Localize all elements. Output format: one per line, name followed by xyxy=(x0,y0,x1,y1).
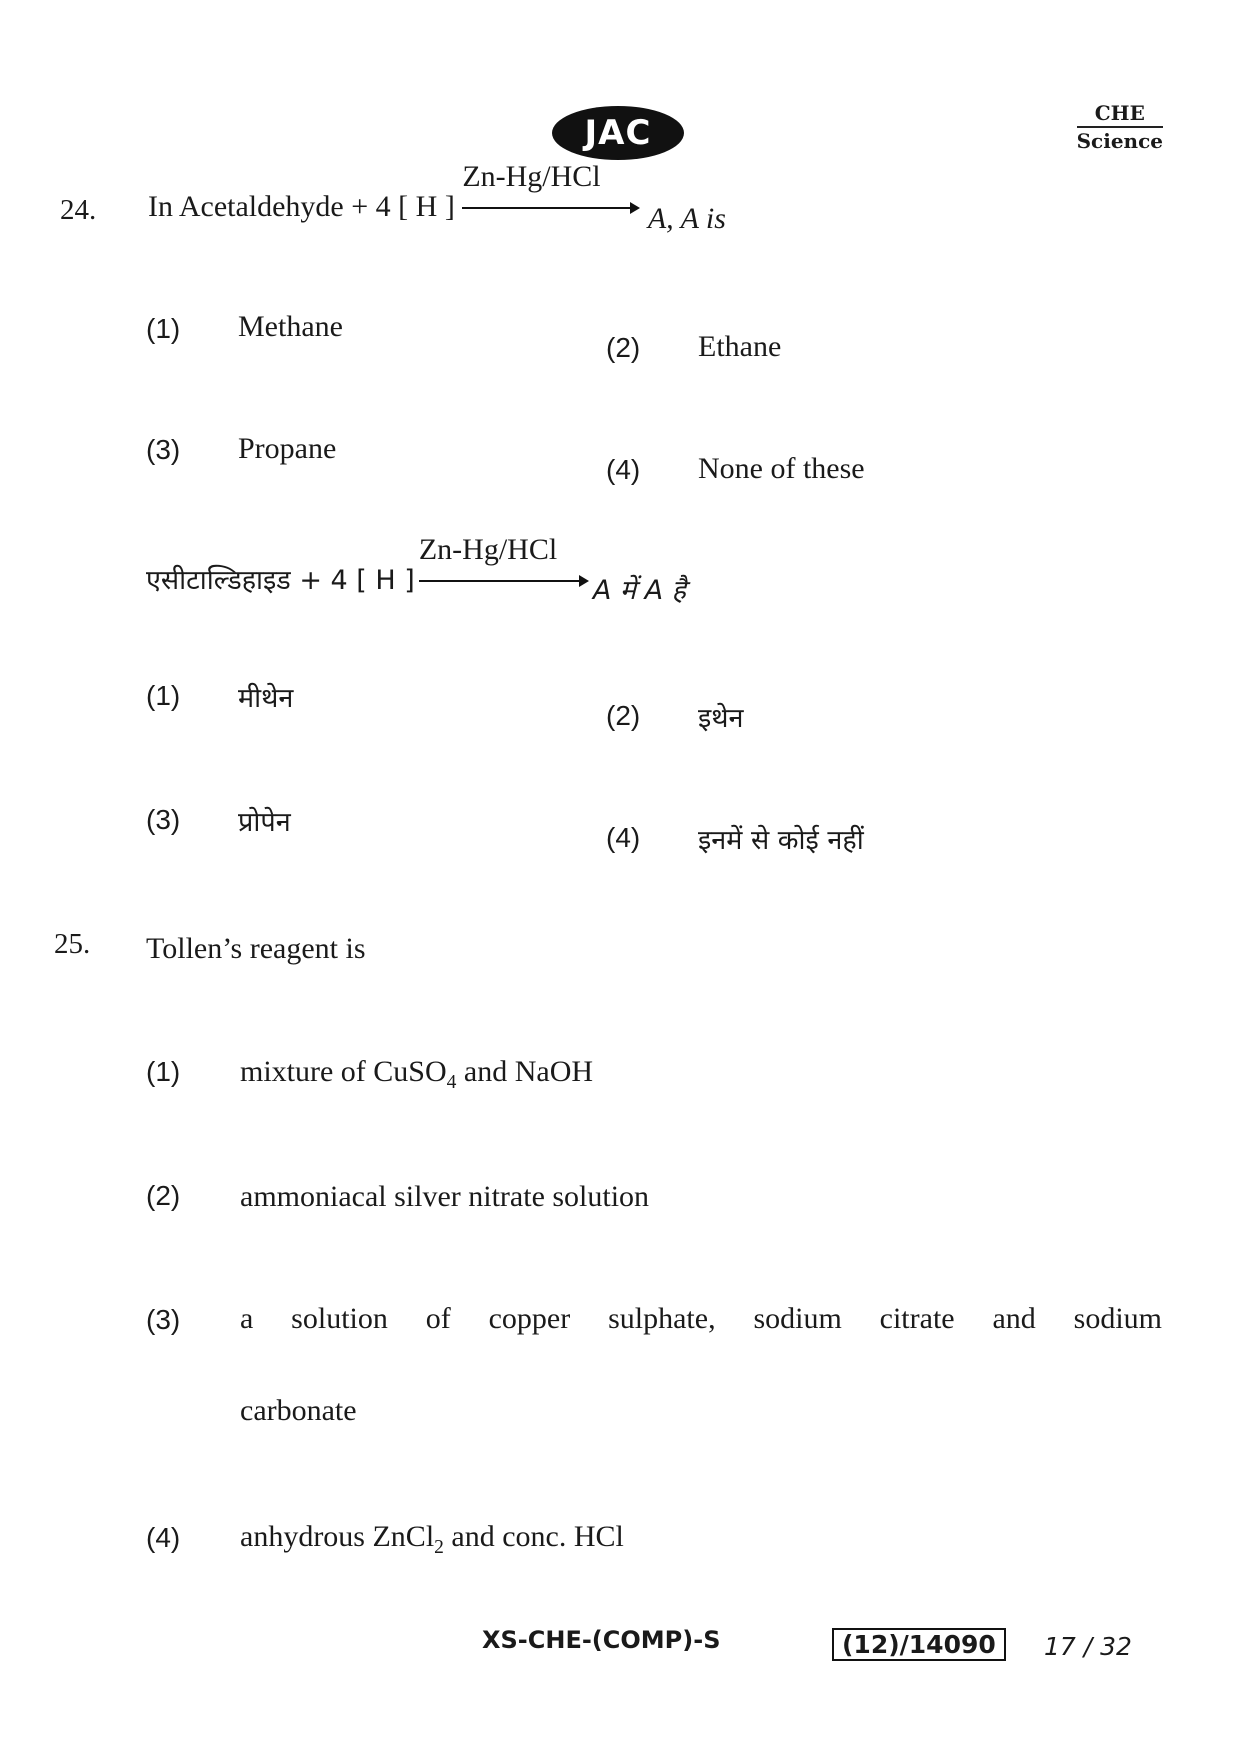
option-24-hi-3-number: (3) xyxy=(146,804,181,835)
option-25-4-post: and conc. HCl xyxy=(443,1520,624,1553)
reaction-arrow-hindi xyxy=(418,533,589,597)
option-24-hi-4-number: (4) xyxy=(606,822,641,853)
option-24-1-text[interactable]: Methane xyxy=(238,310,343,343)
reaction-arrow xyxy=(462,160,640,224)
question-number-24: 24. xyxy=(60,194,97,226)
question-24-hindi-suffix: A में A है xyxy=(592,575,687,606)
question-24-prefix: In Acetaldehyde + 4 [ H ] xyxy=(148,190,455,223)
option-24-2-number: (2) xyxy=(606,332,641,363)
option-25-4-sub: 2 xyxy=(434,1537,444,1558)
option-25-3-text-line2[interactable]: carbonate xyxy=(240,1394,357,1427)
question-24-hindi-text xyxy=(146,533,687,606)
option-25-2-text[interactable]: ammoniacal silver nitrate solution xyxy=(240,1180,650,1213)
reagent-label: Zn-Hg/HCl xyxy=(462,160,601,193)
option-24-1-number: (1) xyxy=(146,313,181,344)
question-25-text: Tollen’s reagent is xyxy=(146,932,366,965)
option-25-1-text[interactable] xyxy=(240,1055,593,1094)
option-25-1-post: and NaOH xyxy=(456,1055,594,1088)
option-24-2-text[interactable]: Ethane xyxy=(698,330,782,363)
option-25-4-number: (4) xyxy=(146,1522,181,1553)
option-24-4-number: (4) xyxy=(606,454,641,485)
question-24-text xyxy=(148,160,726,235)
question-24-suffix: A, A is xyxy=(647,202,726,235)
subject-label xyxy=(1077,100,1163,154)
paper-serial-box: (12)/14090 xyxy=(832,1628,1006,1661)
subject-code: CHE xyxy=(1077,100,1163,128)
reagent-label-hindi: Zn-Hg/HCl xyxy=(418,533,558,566)
page-number: 17 / 32 xyxy=(1044,1632,1132,1661)
arrow-icon xyxy=(462,198,640,218)
option-24-3-number: (3) xyxy=(146,434,181,465)
question-24-hindi-prefix: एसीटाल्डिहाइड + 4 [ H ] xyxy=(146,565,415,596)
option-24-3-text[interactable]: Propane xyxy=(238,432,337,465)
jac-logo: JAC xyxy=(552,106,684,160)
option-25-4-text[interactable] xyxy=(240,1520,624,1559)
arrow-icon xyxy=(419,571,589,591)
option-25-1-sub: 4 xyxy=(446,1072,457,1093)
option-24-hi-4-text[interactable]: इनमें से कोई नहीं xyxy=(698,825,864,856)
option-24-hi-3-text[interactable]: प्रोपेन xyxy=(238,807,291,838)
option-25-1-pre: mixture of CuSO xyxy=(240,1055,447,1088)
option-25-2-number: (2) xyxy=(146,1180,181,1211)
option-25-3-text-line1[interactable]: a solution of copper sulphate, sodium citrate and sodium xyxy=(240,1302,1162,1335)
subject-stream: Science xyxy=(1076,129,1163,153)
option-24-hi-2-number: (2) xyxy=(606,700,641,731)
option-24-hi-2-text[interactable]: इथेन xyxy=(698,703,744,734)
question-number-25: 25. xyxy=(54,928,91,960)
option-24-hi-1-text[interactable]: मीथेन xyxy=(238,683,294,714)
paper-code: XS-CHE-(COMP)-S xyxy=(482,1626,721,1654)
option-24-4-text[interactable]: None of these xyxy=(698,452,865,485)
option-24-hi-1-number: (1) xyxy=(146,680,181,711)
option-25-4-pre: anhydrous ZnCl xyxy=(240,1520,435,1553)
option-25-3-number: (3) xyxy=(146,1304,181,1335)
option-25-1-number: (1) xyxy=(146,1056,181,1087)
